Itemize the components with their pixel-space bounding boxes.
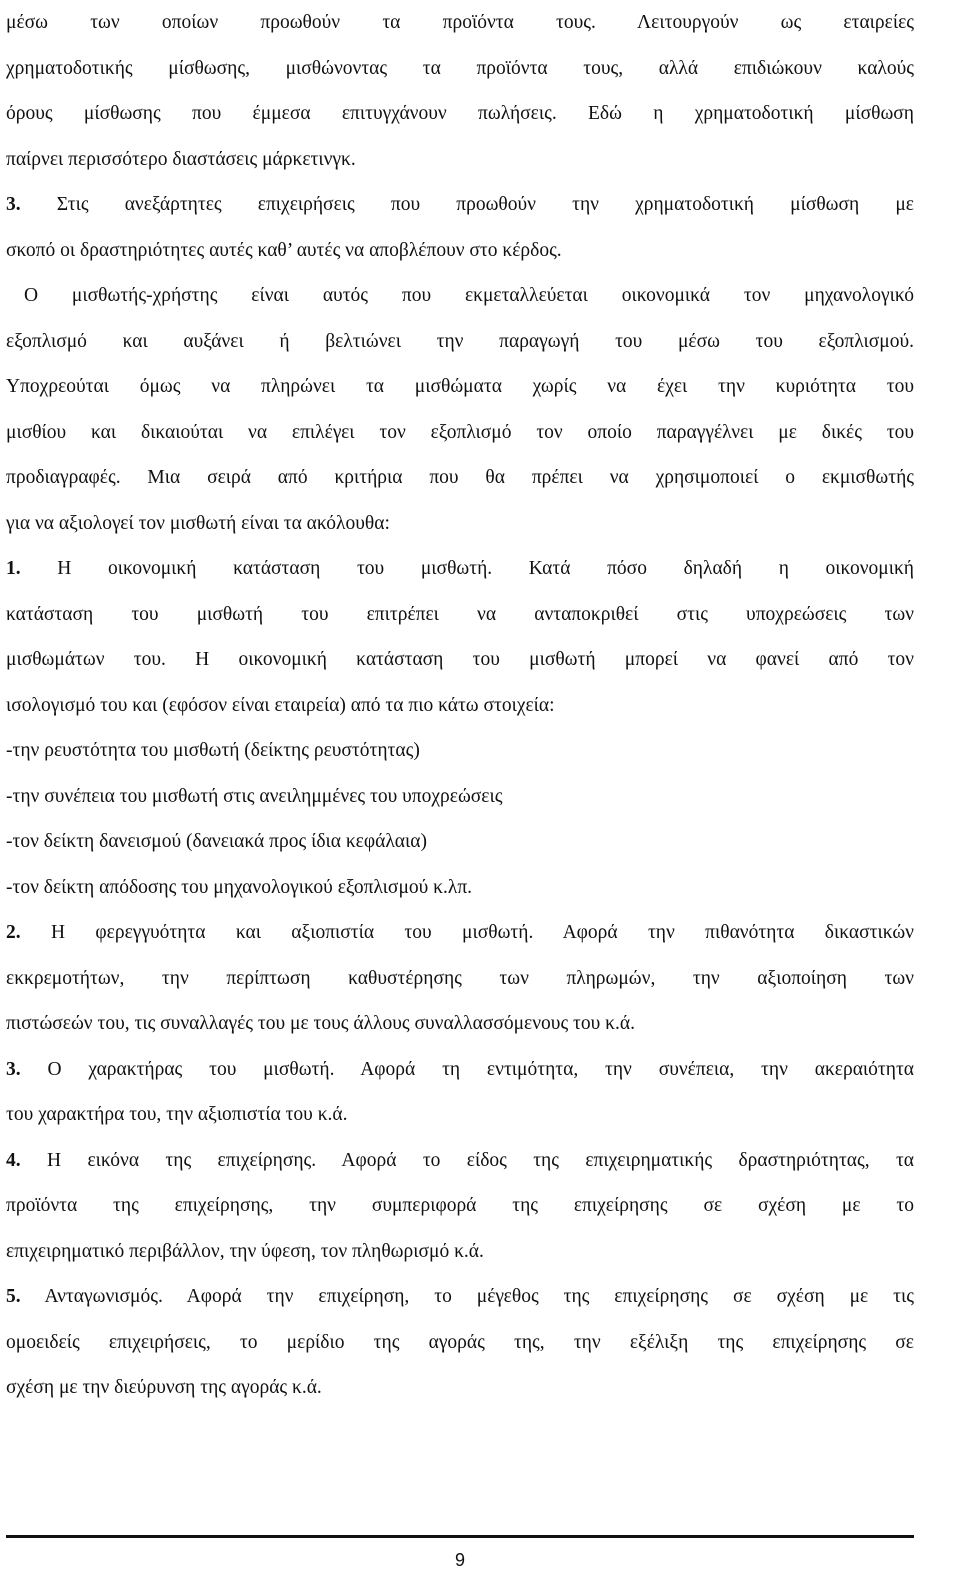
text-line: Ο μισθωτής-χρήστης είναι αυτός που εκμεταλλεύεται οικονομικά τον μηχανολογικό <box>24 285 914 306</box>
text-line: προδιαγραφές. Μια σειρά από κριτήρια που θα πρέπει να χρησιμοποιεί ο εκμισθωτής <box>6 467 914 488</box>
text-line: ισολογισμό του και (εφόσον είναι εταιρεία) από τα πιο κάτω στοιχεία: <box>6 694 555 716</box>
text-line: εξοπλισμό και αυξάνει ή βελτιώνει την παραγωγή του μέσω του εξοπλισμού. <box>6 330 914 352</box>
text-line: μισθίου και δικαιούται να επιλέγει τον εξοπλισμό τον οποίο παραγγέλνει με δικές του <box>6 421 914 443</box>
item-number: 3. <box>6 1058 21 1080</box>
text-line: του χαρακτήρα του, την αξιοπιστία του κ.ά. <box>6 1104 348 1125</box>
criterion-1 <box>6 546 914 728</box>
criterion-5 <box>6 1274 914 1411</box>
text-line: 3. Στις ανεξάρτητες επιχειρήσεις που προωθούν την χρηματοδοτική μίσθωση με <box>6 194 915 215</box>
page-content <box>6 0 914 1411</box>
text-line: μέσω των οποίων προωθούν τα προϊόντα τους. Λειτουργούν ως εταιρείες <box>6 12 914 33</box>
text-line: προϊόντα της επιχείρησης, την συμπεριφορά της επιχείρησης σε σχέση με το <box>6 1195 914 1216</box>
text-line: για να αξιολογεί τον μισθωτή είναι τα ακόλουθα: <box>6 512 390 534</box>
text-line: 4. Η εικόνα της επιχείρησης. Αφορά το είδος της επιχειρηματικής δραστηριότητας, τα <box>6 1149 915 1171</box>
list-item: -την συνέπεια του μισθωτή στις ανειλημμένες του υποχρεώσεις <box>6 785 503 807</box>
criterion-3 <box>6 1047 914 1138</box>
footer-divider <box>6 1535 914 1538</box>
text-line: παίρνει περισσότερο διαστάσεις μάρκετινγκ. <box>6 148 356 170</box>
text-line: όρους μίσθωσης που έμμεσα επιτυγχάνουν πωλήσεις. Εδώ η χρηματοδοτική μίσθωση <box>6 103 914 124</box>
paragraph-lessee <box>6 273 914 546</box>
item-number: 1. <box>6 558 21 579</box>
paragraph-intro <box>6 0 914 182</box>
item-number: 2. <box>6 922 21 943</box>
item-number: 5. <box>6 1286 21 1307</box>
text-line: ομοειδείς επιχειρήσεις, το μερίδιο της αγοράς της, την εξέλιξη της επιχείρησης σε <box>6 1331 914 1353</box>
list-item: -τον δείκτη δανεισμού (δανειακά προς ίδια κεφάλαια) <box>6 831 427 852</box>
text-line: 3. Ο χαρακτήρας του μισθωτή. Αφορά τη εντιμότητα, την συνέπεια, την ακεραιότητα <box>6 1058 914 1080</box>
page-number: 9 <box>454 1550 465 1570</box>
item-number: 4. <box>6 1149 21 1171</box>
list-item-3 <box>6 182 914 273</box>
dash-list <box>6 728 914 910</box>
item-number: 3. <box>6 194 21 215</box>
list-item: -την ρευστότητα του μισθωτή (δείκτης ρευστότητας) <box>6 740 420 761</box>
text-line: σχέση με την διεύρυνση της αγοράς κ.ά. <box>6 1377 322 1398</box>
criterion-4 <box>6 1138 914 1275</box>
text-line: μισθωμάτων του. Η οικονομική κατάσταση του μισθωτή μπορεί να φανεί από τον <box>6 649 914 670</box>
text-line: σκοπό οι δραστηριότητες αυτές καθ’ αυτές να αποβλέπουν στο κέρδος. <box>6 239 562 261</box>
text-line: επιχειρηματικό περιβάλλον, την ύφεση, τον πληθωρισμό κ.ά. <box>6 1240 484 1262</box>
text-line: Υποχρεούται όμως να πληρώνει τα μισθώματα χωρίς να έχει την κυριότητα του <box>6 376 914 397</box>
text-line: εκκρεμοτήτων, την περίπτωση καθυστέρησης των πληρωμών, την αξιοποίηση των <box>6 967 914 989</box>
text-line: 2. Η φερεγγυότητα και αξιοπιστία του μισθωτή. Αφορά την πιθανότητα δικαστικών <box>6 922 914 943</box>
text-line: πιστώσεών του, τις συναλλαγές του με τους άλλους συναλλασσόμενους του κ.ά. <box>6 1013 635 1034</box>
text-line: κατάσταση του μισθωτή του επιτρέπει να ανταποκριθεί στις υποχρεώσεις των <box>6 603 914 625</box>
criterion-2 <box>6 910 914 1047</box>
text-line: 5. Ανταγωνισμός. Αφορά την επιχείρηση, το μέγεθος της επιχείρησης σε σχέση με τις <box>6 1286 914 1307</box>
list-item: -τον δείκτη απόδοσης του μηχανολογικού εξοπλισμού κ.λπ. <box>6 876 473 898</box>
text-line: χρηματοδοτικής μίσθωσης, μισθώνοντας τα προϊόντα τους, αλλά επιδιώκουν καλούς <box>6 57 914 79</box>
text-line: 1. Η οικονομική κατάσταση του μισθωτή. Κατά πόσο δηλαδή η οικονομική <box>6 558 914 579</box>
